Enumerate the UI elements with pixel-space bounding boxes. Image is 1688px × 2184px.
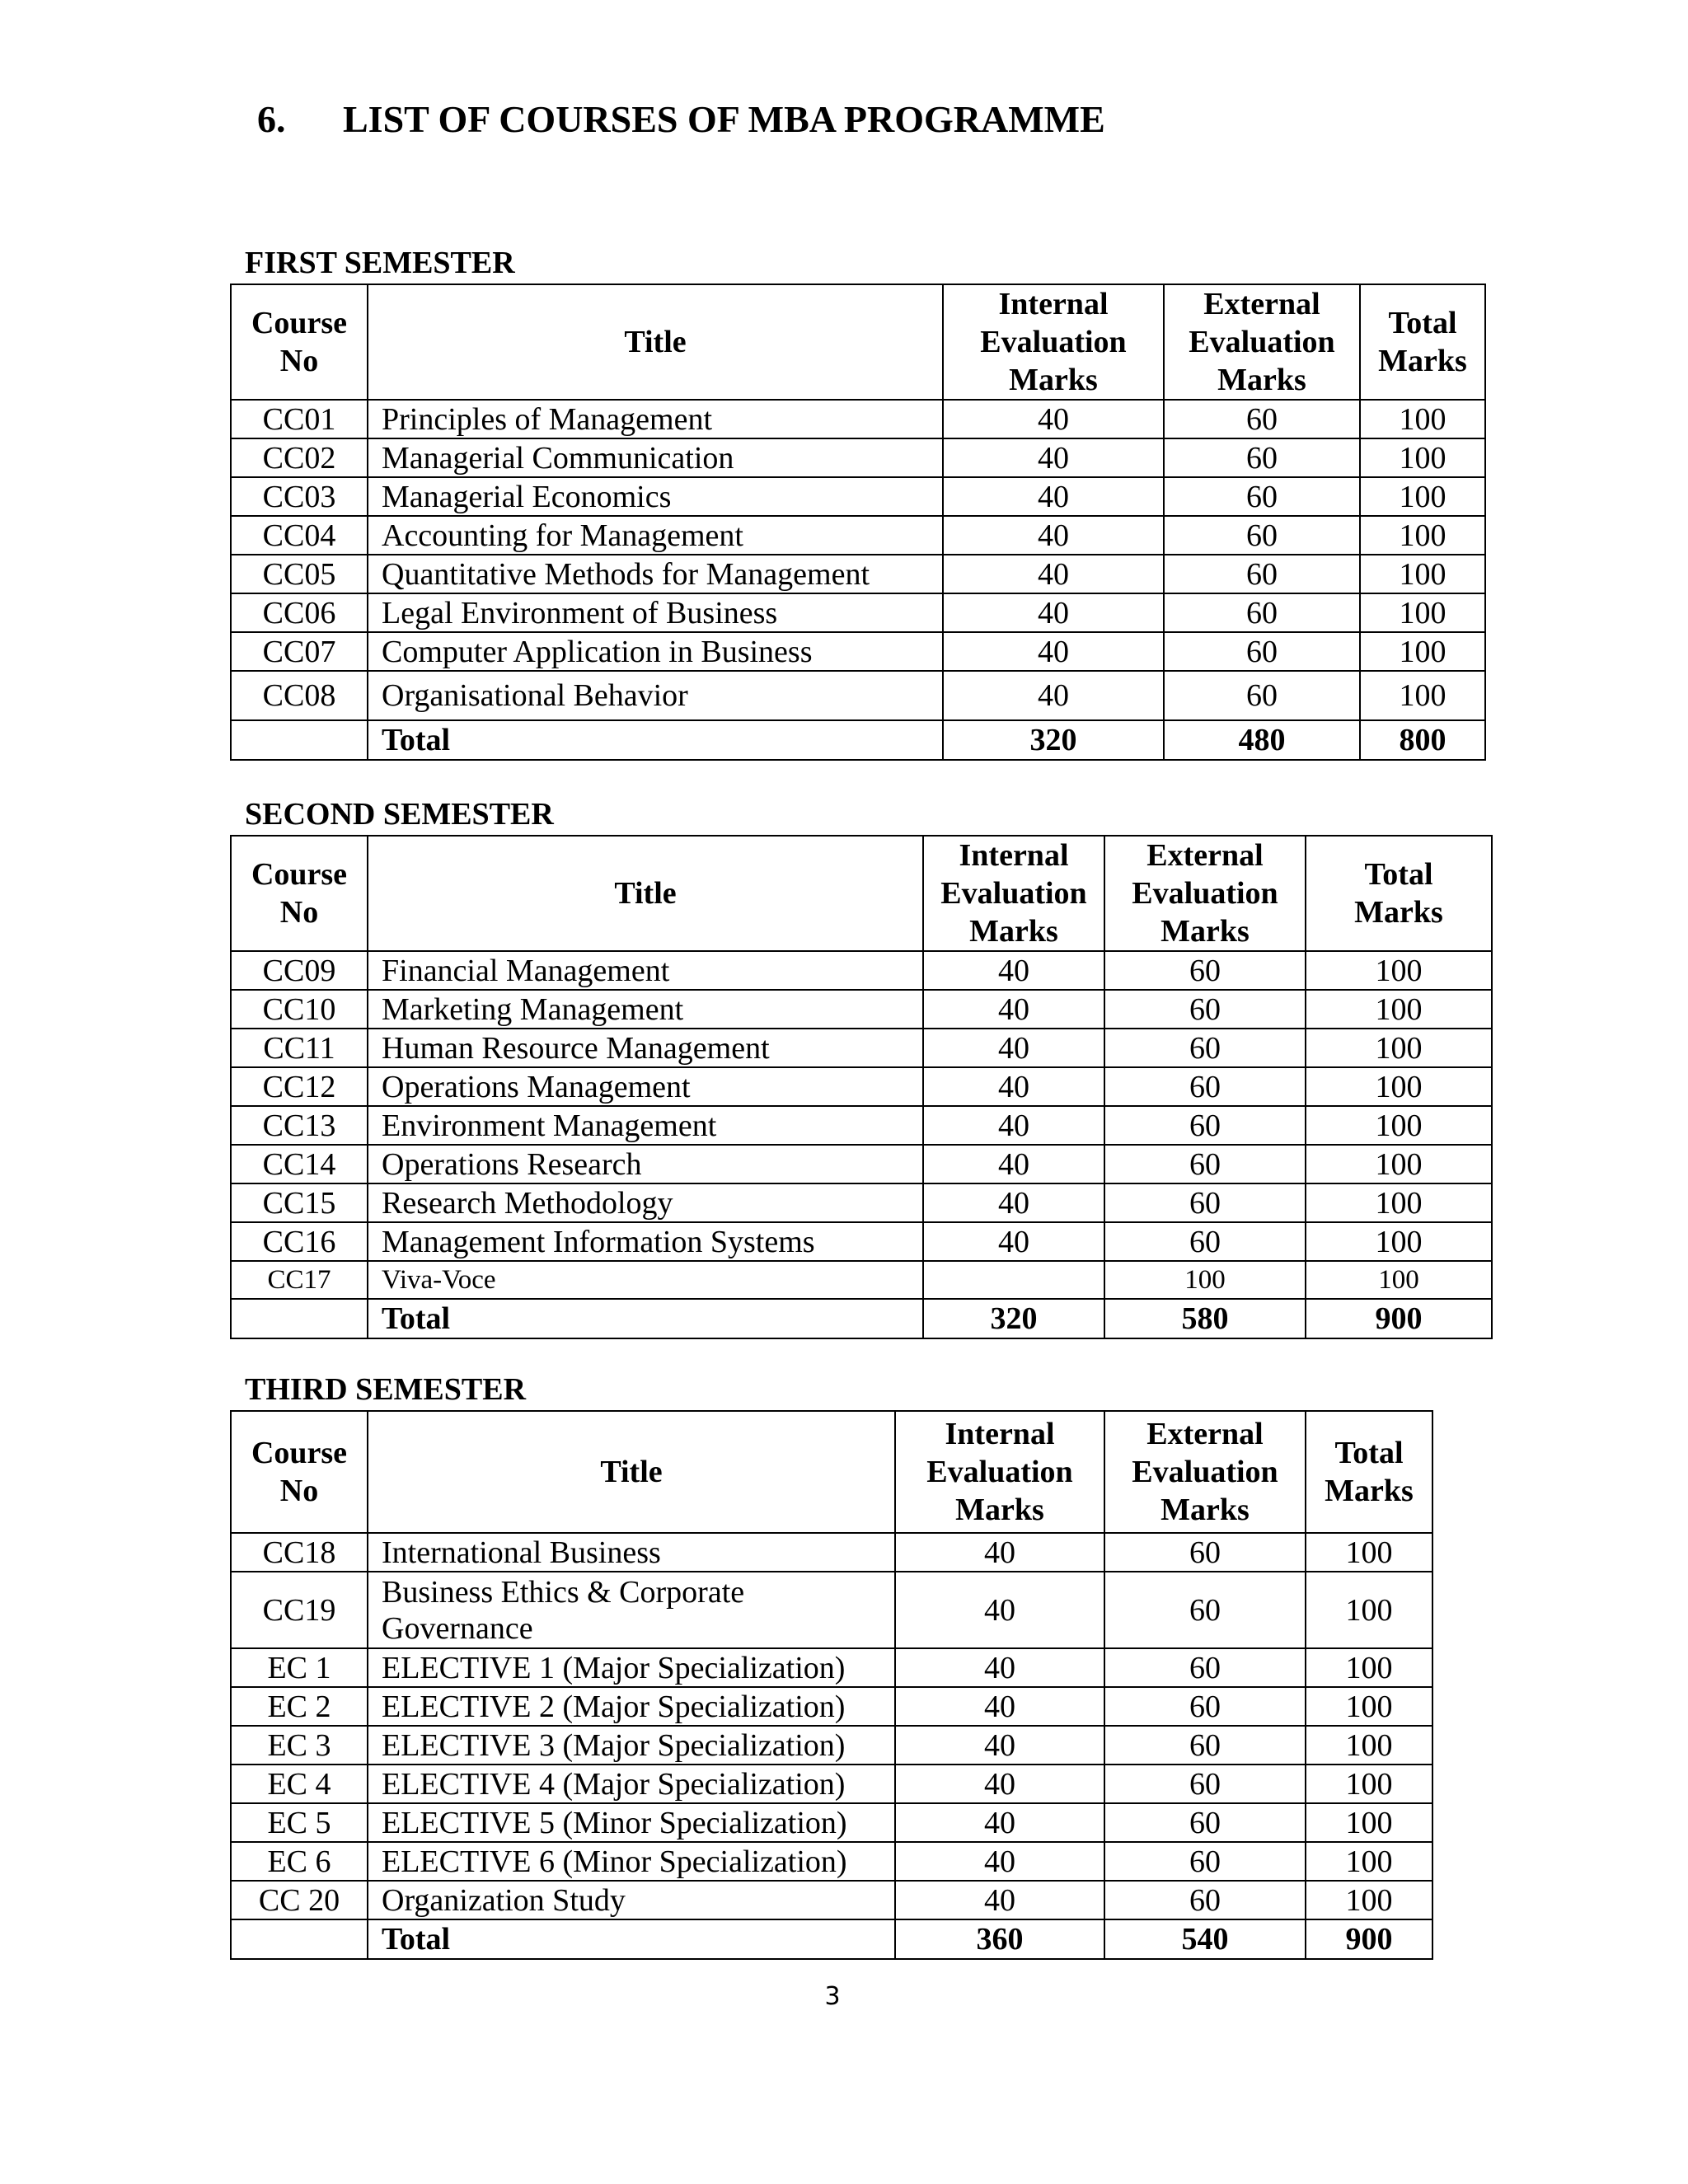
external-marks: 60 [1104,1648,1306,1687]
course-code: CC10 [231,990,368,1029]
internal-marks: 40 [895,1803,1104,1842]
page-number: 3 [824,1982,841,2011]
external-marks: 60 [1104,1687,1306,1726]
header-internal: Internal Evaluation Marks [895,1411,1104,1533]
course-title: Research Methodology [368,1183,923,1222]
external-marks: 60 [1104,1222,1306,1261]
header-course-no: Course No [231,836,368,951]
course-code: CC02 [231,438,368,477]
internal-marks [923,1261,1104,1299]
external-marks: 60 [1164,593,1360,632]
third-semester-table [230,1410,1433,1960]
table-row [231,1881,1432,1919]
header-internal: Internal Evaluation Marks [923,836,1104,951]
total-marks: 100 [1360,477,1485,516]
total-marks: 100 [1306,1842,1432,1881]
external-marks: 60 [1104,1765,1306,1803]
total-total: 900 [1306,1299,1492,1338]
course-code: EC 5 [231,1803,368,1842]
internal-marks: 40 [895,1881,1104,1919]
total-marks: 100 [1360,516,1485,555]
external-marks: 60 [1104,1842,1306,1881]
table-row [231,593,1485,632]
semester-title-third: THIRD SEMESTER [245,1372,527,1407]
total-row [231,1299,1492,1338]
course-code: EC 6 [231,1842,368,1881]
header-title: Title [368,1411,895,1533]
course-title: Principles of Management [368,400,943,438]
table-row [231,1183,1492,1222]
external-marks: 60 [1104,1881,1306,1919]
external-marks: 60 [1104,990,1306,1029]
total-row [231,720,1485,760]
course-code: EC 4 [231,1765,368,1803]
course-title: ELECTIVE 4 (Major Specialization) [368,1765,895,1803]
total-label: Total [368,720,943,760]
header-title: Title [368,836,923,951]
course-code: CC03 [231,477,368,516]
external-marks: 60 [1164,516,1360,555]
total-internal: 360 [895,1919,1104,1959]
external-marks: 60 [1104,1106,1306,1145]
total-marks: 100 [1360,438,1485,477]
internal-marks: 40 [895,1533,1104,1572]
external-marks: 60 [1164,400,1360,438]
page-heading [257,97,1105,141]
table-row [231,1687,1432,1726]
total-label: Total [368,1299,923,1338]
total-marks: 100 [1306,1106,1492,1145]
header-total: Total Marks [1306,1411,1432,1533]
course-code: CC14 [231,1145,368,1183]
total-marks: 100 [1306,1183,1492,1222]
semester-title-first: FIRST SEMESTER [245,246,515,280]
table-row [231,1842,1432,1881]
total-marks: 100 [1306,990,1492,1029]
internal-marks: 40 [923,1067,1104,1106]
total-marks: 100 [1306,951,1492,990]
table-row [231,1533,1432,1572]
external-marks: 60 [1164,671,1360,720]
header-external: External Evaluation Marks [1104,1411,1306,1533]
course-title: Environment Management [368,1106,923,1145]
table-row [231,516,1485,555]
table-row [231,1261,1492,1299]
header-course-no: Course No [231,284,368,400]
first-semester-table [230,284,1486,761]
course-code: EC 2 [231,1687,368,1726]
total-external: 540 [1104,1919,1306,1959]
total-marks: 100 [1306,1726,1432,1765]
table-row [231,1726,1432,1765]
table-row [231,671,1485,720]
course-title: ELECTIVE 5 (Minor Specialization) [368,1803,895,1842]
table-row [231,1222,1492,1261]
internal-marks: 40 [923,1106,1104,1145]
external-marks: 60 [1164,632,1360,671]
internal-marks: 40 [895,1765,1104,1803]
heading-text: LIST OF COURSES OF MBA PROGRAMME [343,98,1105,140]
course-code: CC19 [231,1572,368,1648]
course-title: Organisational Behavior [368,671,943,720]
header-title: Title [368,284,943,400]
total-marks: 100 [1306,1572,1432,1648]
internal-marks: 40 [923,1029,1104,1067]
external-marks: 60 [1104,1067,1306,1106]
internal-marks: 40 [895,1842,1104,1881]
course-code: CC01 [231,400,368,438]
course-code: CC11 [231,1029,368,1067]
total-external: 480 [1164,720,1360,760]
total-marks: 100 [1306,1648,1432,1687]
heading-number: 6. [257,98,286,140]
total-marks: 100 [1306,1222,1492,1261]
course-title: Business Ethics & Corporate Governance [368,1572,895,1648]
course-code: CC05 [231,555,368,593]
course-title: Managerial Communication [368,438,943,477]
course-title: Managerial Economics [368,477,943,516]
header-internal: Internal Evaluation Marks [943,284,1164,400]
external-marks: 60 [1104,1533,1306,1572]
table-row [231,951,1492,990]
course-code: CC16 [231,1222,368,1261]
external-marks: 60 [1164,555,1360,593]
internal-marks: 40 [943,632,1164,671]
course-code: EC 3 [231,1726,368,1765]
total-marks: 100 [1306,1533,1432,1572]
header-course-no: Course No [231,1411,368,1533]
course-code: CC09 [231,951,368,990]
external-marks: 60 [1164,438,1360,477]
external-marks: 60 [1104,1572,1306,1648]
header-external: External Evaluation Marks [1104,836,1306,951]
total-label: Total [368,1919,895,1959]
internal-marks: 40 [943,671,1164,720]
course-title: Financial Management [368,951,923,990]
total-marks: 100 [1306,1067,1492,1106]
total-internal: 320 [943,720,1164,760]
internal-marks: 40 [943,477,1164,516]
internal-marks: 40 [923,1145,1104,1183]
total-marks: 100 [1360,632,1485,671]
empty-cell [231,720,368,760]
course-code: CC06 [231,593,368,632]
internal-marks: 40 [943,438,1164,477]
table-row [231,1029,1492,1067]
header-total: Total Marks [1360,284,1485,400]
external-marks: 60 [1104,1726,1306,1765]
external-marks: 60 [1104,1183,1306,1222]
total-marks: 100 [1360,593,1485,632]
internal-marks: 40 [923,1183,1104,1222]
table-header-row [231,284,1485,400]
internal-marks: 40 [895,1726,1104,1765]
external-marks: 60 [1164,477,1360,516]
table-row [231,1648,1432,1687]
course-title: Legal Environment of Business [368,593,943,632]
table-row [231,1765,1432,1803]
course-code: CC15 [231,1183,368,1222]
empty-cell [231,1919,368,1959]
table-row [231,438,1485,477]
table-row [231,632,1485,671]
table-row [231,1067,1492,1106]
table-row [231,400,1485,438]
internal-marks: 40 [895,1572,1104,1648]
course-title: Human Resource Management [368,1029,923,1067]
internal-marks: 40 [923,1222,1104,1261]
course-code: EC 1 [231,1648,368,1687]
course-title: Marketing Management [368,990,923,1029]
external-marks: 60 [1104,951,1306,990]
external-marks: 60 [1104,1029,1306,1067]
total-marks: 100 [1306,1881,1432,1919]
total-marks: 100 [1306,1803,1432,1842]
external-marks: 100 [1104,1261,1306,1299]
total-total: 900 [1306,1919,1432,1959]
internal-marks: 40 [923,951,1104,990]
second-semester-table [230,835,1493,1339]
external-marks: 60 [1104,1145,1306,1183]
course-code: CC08 [231,671,368,720]
course-title: ELECTIVE 6 (Minor Specialization) [368,1842,895,1881]
total-marks: 100 [1360,671,1485,720]
course-code: CC12 [231,1067,368,1106]
table-header-row [231,836,1492,951]
total-marks: 100 [1306,1029,1492,1067]
course-code: CC17 [231,1261,368,1299]
table-row [231,1572,1432,1648]
total-marks: 100 [1360,555,1485,593]
internal-marks: 40 [895,1648,1104,1687]
course-code: CC04 [231,516,368,555]
table-row [231,1803,1432,1842]
course-title: Operations Management [368,1067,923,1106]
course-title: Quantitative Methods for Management [368,555,943,593]
semester-title-second: SECOND SEMESTER [245,797,554,832]
course-title: International Business [368,1533,895,1572]
course-title: Viva-Voce [368,1261,923,1299]
header-external: External Evaluation Marks [1164,284,1360,400]
course-code: CC 20 [231,1881,368,1919]
internal-marks: 40 [943,516,1164,555]
course-code: CC13 [231,1106,368,1145]
total-marks: 100 [1306,1145,1492,1183]
course-title: ELECTIVE 3 (Major Specialization) [368,1726,895,1765]
internal-marks: 40 [943,593,1164,632]
total-marks: 100 [1360,400,1485,438]
total-marks: 100 [1306,1261,1492,1299]
course-title: Organization Study [368,1881,895,1919]
total-total: 800 [1360,720,1485,760]
empty-cell [231,1299,368,1338]
total-row [231,1919,1432,1959]
external-marks: 60 [1104,1803,1306,1842]
table-row [231,990,1492,1029]
table-row [231,1145,1492,1183]
header-total: Total Marks [1306,836,1492,951]
internal-marks: 40 [943,400,1164,438]
internal-marks: 40 [943,555,1164,593]
table-row [231,555,1485,593]
total-internal: 320 [923,1299,1104,1338]
course-title: Accounting for Management [368,516,943,555]
total-marks: 100 [1306,1765,1432,1803]
total-external: 580 [1104,1299,1306,1338]
internal-marks: 40 [923,990,1104,1029]
course-title: Computer Application in Business [368,632,943,671]
course-title: ELECTIVE 2 (Major Specialization) [368,1687,895,1726]
table-row [231,477,1485,516]
course-code: CC07 [231,632,368,671]
table-row [231,1106,1492,1145]
table-header-row [231,1411,1432,1533]
course-title: Management Information Systems [368,1222,923,1261]
course-code: CC18 [231,1533,368,1572]
course-title: Operations Research [368,1145,923,1183]
internal-marks: 40 [895,1687,1104,1726]
course-title: ELECTIVE 1 (Major Specialization) [368,1648,895,1687]
total-marks: 100 [1306,1687,1432,1726]
